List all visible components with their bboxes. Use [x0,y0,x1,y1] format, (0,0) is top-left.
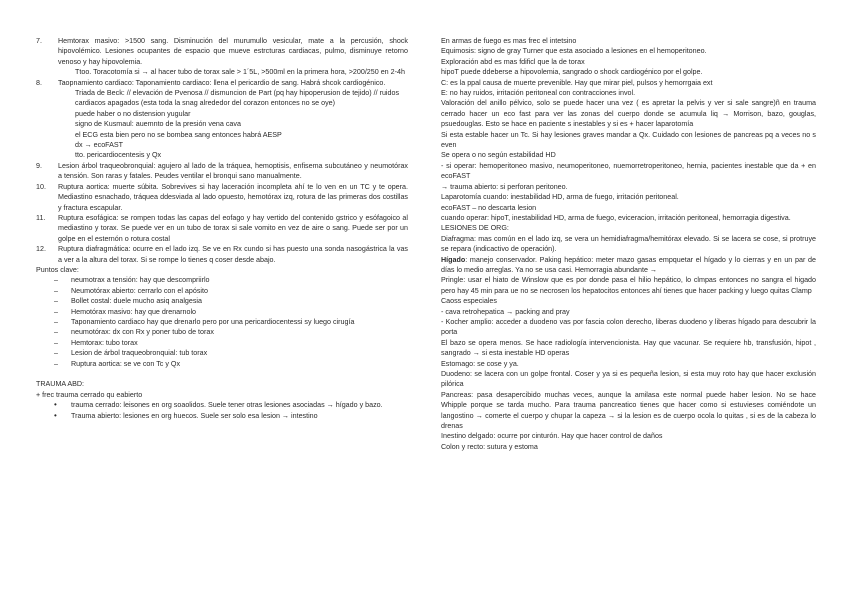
item-text: neumotrax a tensión: hay que descompriirlo [71,276,210,285]
list-item [36,286,408,296]
item-text: Taponamiento cardiaco hay que drenarlo pero por una pericardiocentessi sy luego cirugía [71,317,355,326]
sub-text: Ttoo. Toracotomía si → al hacer tubo de torax sale > 1´5L, >500ml en la primera hora, >200/250 en 2-4h [75,68,405,77]
item-text: Trauma abierto: lesiones en org huecos. Suele ser solo esa lesion → intestino [71,411,318,420]
sub-text: tto. pericardiocentesis y Qx [75,151,162,160]
sub-text: signo de Kusmaul: auemnto de la presión vena cava [75,120,241,129]
item-text: Hemtorax masivo: >1500 sang. Disminución del murumullo vesicular, mate a la percusión, shock hipovolémico. Lesiones ocupantes de espacio que mueve estrcturas cardiacas, pulmo, disminuye retorno venoso y hay hipovolemia. [58,37,408,66]
paragraph: Si esta estable hacer un Tc. Si hay lesiones graves mandar a Qx. Cuidado con lesiones de pancreas pq a veces no s even [441,130,816,150]
sub-text: puede haber o no distension yugular [75,109,191,118]
list-item [36,182,408,213]
list-item [36,348,408,358]
list-item [36,317,408,327]
paragraph: Inestino delgado: ocurre por cinturón. Hay que hacer control de daños [441,432,663,441]
paragraph: Caoss especiales [441,297,497,306]
item-text: Bollet costal: duele mucho asiq analgesia [71,297,202,306]
item-number: 10. [36,182,46,191]
item-text: Neumotórax abierto: cerrarlo con el apósito [71,286,208,295]
dash-marker: – [54,276,58,285]
section-heading: Puntos clave: [36,265,79,274]
dash-marker: – [54,328,58,337]
dash-marker: – [54,297,58,306]
list-item [36,78,408,88]
paragraph: cuando operar: hipoT, inestabilidad HD, arma de fuego, eviceracion, irritación peritoneal, hemorragia digestiva. [441,213,791,222]
paragraph: Pringle: usar el hiato de Winslow que es por donde pasa el hilio hepático, lo clmpas entonces no sangra el higado pero hay 45 min para ue no se necrosen los hepatocitos entonces ahí tienes que hacer packing y luego quitas Clamp [441,276,816,295]
list-item [36,36,408,67]
item-text: Hemotórax masivo: hay que drenarnolo [71,307,197,316]
paragraph: - cava retrohepatica → packing and pray [441,307,570,316]
item-text: Lesion de árbol traqueobronquial: tub torax [71,349,208,358]
item-text: trauma cerrado: leisones en org soaolidos. Suele tener otras lesiones asociadas → hígado y bazo. [71,401,383,410]
item-text: neumotórax: dx con Rx y poner tubo de torax [71,328,214,337]
paragraph: E: no hay ruidos, irritación peritoneal con contracciones invol. [441,89,636,98]
list-item [36,296,408,306]
list-item [36,338,408,348]
dash-marker: – [54,286,58,295]
paragraph: ecoFAST – no descarta lesion [441,203,537,212]
bullet-marker: • [54,410,57,420]
paragraph: Se opera o no según estabilidad HD [441,151,556,160]
paragraph: → trauma abierto: si perforan peritoneo. [441,182,568,191]
bullet-marker: • [54,400,57,410]
paragraph: Colon y recto: sutura y estoma [441,442,538,451]
paragraph [441,255,816,276]
sub-text: dx → ecoFAST [75,141,124,150]
item-text: Ruptura aortica: muerte súbita. Sobrevives si hay laceración incompleta ahí te lo ven en un TC y te opera. Mediastino esnachado, tráquea ddesviada al lado opuesto, hemotórax izq, rotura de las primeras dos costillas y fractura escapular. [58,182,408,212]
list-item [36,359,408,369]
paragraph: - si operar: hemoperitoneo masivo, neumoperitoneo, nuemorretroperitoneo, hernia, pacientes inestable que da + en ecoFAST [441,161,816,181]
dash-marker: – [54,307,58,316]
paragraph: - Kocher amplio: acceder a duodeno vas por fascia colon derecho, liberas duodeno y liberas hígado para descubrir la porta [441,317,816,337]
item-text: Hemtorax: tubo torax [71,338,138,347]
list-item [36,307,408,317]
paragraph: Valoración del anillo pélvico, solo se puede hacer una vez ( es apretar la pelvis y ver si sale sangre)ñ en trauma cerrado hacer un eco fast para ver las zonas del cuerpo donde se acumula liq → Morrison, bazo, gouglas, psuedouglas. Esto se hace en paciente s inestables y si es + hacer laparotomía [441,99,816,129]
paragraph: Estomago: se cose y ya. [441,359,519,368]
section-heading: TRAUMA ABD: [36,380,85,389]
paragraph: Pancreas: pasa desapercibido muchas veces, aunque la amilasa este normal puede haber lesion. No se hace Whipple porque se tarda mucho. Para trauma pancreatico tienes que hacer como si estuvieses comiéndote un langostino → comerte el cuerpo y chupar la capeza → si la lesion es de cuerpo ocola lo quitas , si es de la cabeza lo drenas [441,390,816,431]
dash-marker: – [54,359,58,368]
dash-marker: – [54,338,58,347]
paragraph-text: : manejo conservador. Paking hepático: meter mazo gasas empquetar el hígado y lo cierras y en un par de días lo medio arreglas. Ya no se usa casi. Hemorragia abundante → [441,255,816,274]
item-text: Ruptura esofágica: se rompen todas las capas del eofago y hay vertido del contenido gstrico y esófagoico al mediastino y torax. Se puede ver en un tubo de torax si sale vomito en vez de aire o sang. Puede ser por un golpe en el esternón o rotura costal [58,213,408,243]
spacer [36,369,408,379]
left-column [36,36,408,421]
item-number: 7. [36,37,42,45]
paragraph: hipoT puede ddeberse a hipovolemia, sangrado o shock cardiogénico por el golpe. [441,68,703,77]
paragraph: En armas de fuego es mas frec el intetsino [441,37,577,45]
paragraph: Equimosis: signo de gray Turner que esta asociado a lesiones en el hemoperitoneo. [441,47,707,56]
list-item [36,411,408,421]
item-text: Lesion árbol traqueobronquial: agujero al lado de la tráquea, hemoptisis, enfisema subcutáneo y neumotórax a tensión. Son raras y fatales. Peudes ventilar el bronqui sano manualmente. [58,161,408,181]
item-number: 12. [36,245,46,254]
paragraph: El bazo se opera menos. Se hace radiología intervencionista. Hay que vacunar. Se requiere hb, transfusión, hipot , sangrado → si esta inestable HD operas [441,338,816,358]
paragraph: Duodeno: se lacera con un golpe frontal. Coser y ya si es pequeña lesion, si esta muy roto hay que hacer exclusión pilórica [441,370,816,389]
right-column [441,36,816,452]
list-item [36,213,408,244]
sub-text: Triada de Beck: // elevación de Pvenosa // dismuncion de Part (pq hay hipoperusion de tejido) // ruidos cardiacos apagados (esta toda la snag alrededor del corazon entonces no se oye) [75,89,400,108]
paragraph: Diafragma: mas común en el lado izq, se vera un hemidiafragma/hemitórax elevado. Si se lacera se cose, si protruye se repara (indicactivo de operación). [441,234,816,254]
paragraph: Exploración abd es mas fdificl que la de torax [441,57,585,66]
list-item [36,244,408,265]
list-item [36,327,408,337]
sub-text: el ECG esta bien pero no se bombea sang entonces habrá AESP [75,130,282,139]
paragraph: Laparotomía cuando: inestabilidad HD, arma de fuego, irritación peritoneal. [441,193,679,202]
item-number: 9. [36,161,42,170]
list-item [36,400,408,410]
bold-label: Hígado [441,255,466,264]
paragraph: + frec trauma cerrado qu eabierto [36,390,143,399]
section-heading: LESIONES DE ORG: [441,224,509,233]
item-text: Taopnamiento cardiaco: Taponamiento cardiaco: llena el pericardio de sang. Habrá shcok cardiogénico. [58,78,386,87]
dash-marker: – [54,349,58,358]
list-item [36,275,408,285]
list-item [36,161,408,182]
dash-marker: – [54,317,58,326]
item-number: 8. [36,78,42,87]
item-number: 11. [36,213,46,222]
paragraph: C: es la ppal causa de muerte prevenible. Hay que mirar piel, pulsos y hemorrgaia ext [441,78,713,87]
item-text: Ruptura aortica: se ve con Tc y Qx [71,359,181,368]
item-text: Ruptura diafragmática: ocurre en el lado izq. Se ve en Rx cundo si has puesto una sonda nasogástrica la vas a ver a la altura del torax. Si se rompe lo tienes q coser desde abajo. [58,245,408,264]
